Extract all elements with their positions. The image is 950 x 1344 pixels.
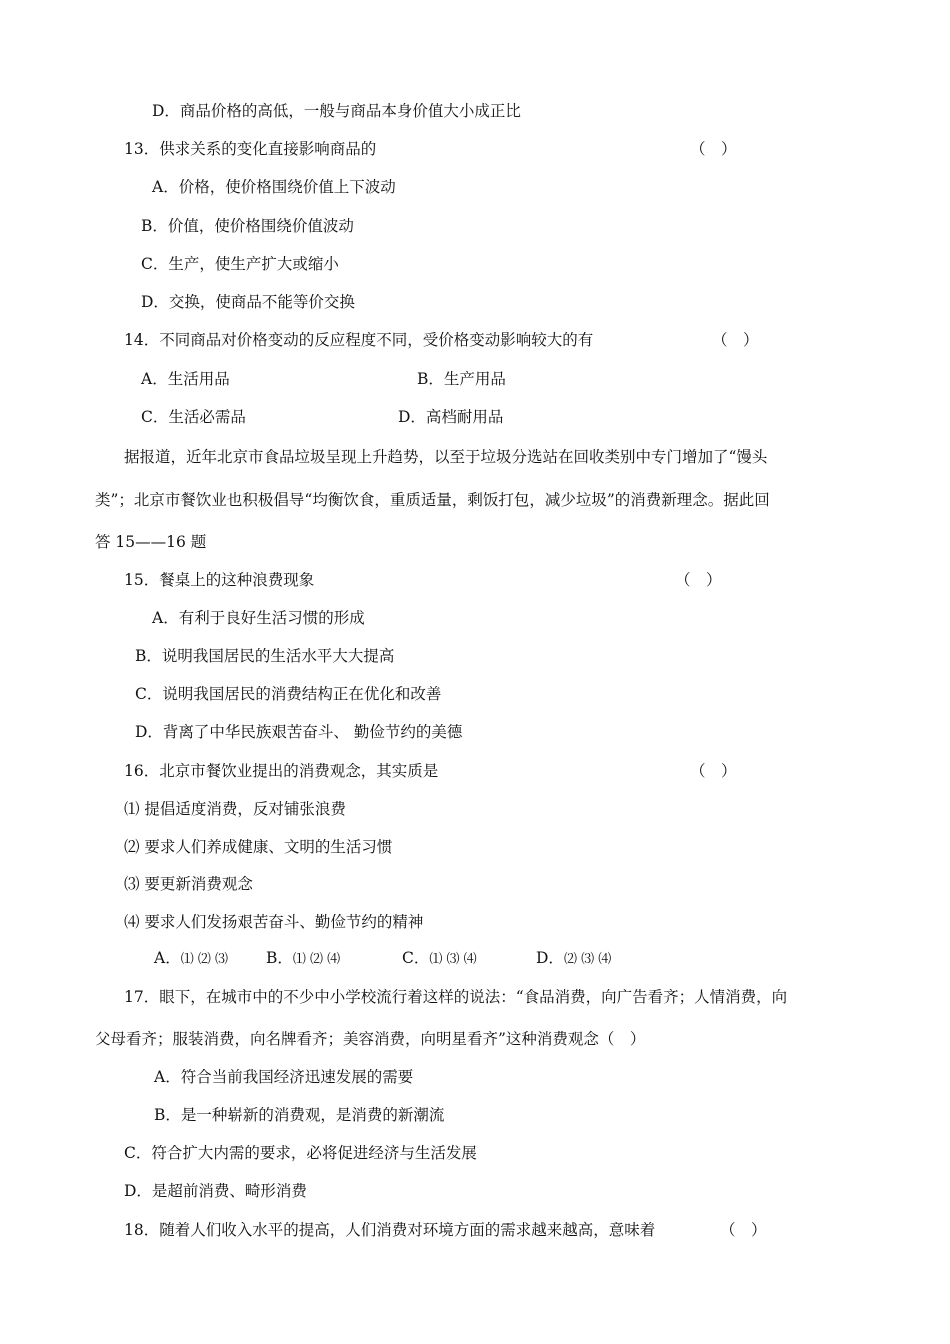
q16-option-a-label: A． xyxy=(154,949,181,967)
q16-stem: 16．北京市餐饮业提出的消费观念，其实质是 xyxy=(124,762,439,780)
material-line-1: 据报道，近年北京市食品垃圾呈现上升趋势，以至于垃圾分选站在回收类别中专门增加了“馒头 xyxy=(124,448,768,466)
q16-item-3: ⑶ 要更新消费观念 xyxy=(124,875,253,893)
q13-option-b: B．价值，使价格围绕价值波动 xyxy=(141,217,354,235)
q16-option-c-value: ⑴ ⑶ ⑷ xyxy=(429,952,477,967)
q15-stem: 15．餐桌上的这种浪费现象 xyxy=(124,571,315,589)
q14-option-d: D．高档耐用品 xyxy=(398,408,504,426)
q15-option-a: A．有利于良好生活习惯的形成 xyxy=(152,609,365,627)
q13-option-a: A．价格，使价格围绕价值上下波动 xyxy=(152,178,396,196)
q14-option-b: B．生产用品 xyxy=(417,370,506,388)
q16-item-1: ⑴ 提倡适度消费，反对铺张浪费 xyxy=(124,800,346,818)
q15-answer-bracket: （ ） xyxy=(675,571,722,589)
q12-option-d: D．商品价格的高低，一般与商品本身价值大小成正比 xyxy=(152,102,521,120)
q17-stem-line-2: 父母看齐；服装消费，向名牌看齐；美容消费，向明星看齐”这种消费观念（ ） xyxy=(95,1030,646,1048)
q15-option-c: C．说明我国居民的消费结构正在优化和改善 xyxy=(135,685,442,703)
q16-option-a xyxy=(154,947,228,971)
q16-option-c xyxy=(402,947,477,971)
q17-option-c: C．符合扩大内需的要求，必将促进经济与生活发展 xyxy=(124,1144,477,1162)
q17-option-a: A．符合当前我国经济迅速发展的需要 xyxy=(154,1068,414,1086)
q15-option-b: B．说明我国居民的生活水平大大提高 xyxy=(135,647,395,665)
q15-option-d: D．背离了中华民族艰苦奋斗、 勤俭节约的美德 xyxy=(135,723,463,741)
q16-option-b-value: ⑴ ⑵ ⑷ xyxy=(292,952,341,967)
q16-option-d-value: ⑵ ⑶ ⑷ xyxy=(563,952,612,967)
q16-item-4: ⑷ 要求人们发扬艰苦奋斗、勤俭节约的精神 xyxy=(124,913,424,931)
q16-option-d-label: D． xyxy=(536,949,564,967)
q14-option-a: A．生活用品 xyxy=(141,370,230,388)
q17-option-b: B．是一种崭新的消费观，是消费的新潮流 xyxy=(154,1106,445,1124)
q13-answer-bracket: （ ） xyxy=(690,140,737,158)
q14-answer-bracket: （ ） xyxy=(712,331,759,349)
q14-stem: 14．不同商品对价格变动的反应程度不同，受价格变动影响较大的有 xyxy=(124,331,594,349)
q13-option-d: D．交换，使商品不能等价交换 xyxy=(141,293,355,311)
material-line-2: 类”；北京市餐饮业也积极倡导“均衡饮食，重质适量，剩饭打包，减少垃圾”的消费新理念。据此回 xyxy=(95,491,770,509)
q16-item-2: ⑵ 要求人们养成健康、文明的生活习惯 xyxy=(124,838,393,856)
q14-option-c: C．生活必需品 xyxy=(141,408,246,426)
q17-stem-line-1: 17．眼下，在城市中的不少中小学校流行着这样的说法：“食品消费，向广告看齐；人情消费，向 xyxy=(124,988,788,1006)
q16-option-c-label: C． xyxy=(402,949,430,967)
q13-option-c: C．生产，使生产扩大或缩小 xyxy=(141,255,339,273)
q18-stem: 18．随着人们收入水平的提高，人们消费对环境方面的需求越来越高，意味着 xyxy=(124,1221,656,1239)
q16-option-a-value: ⑴ ⑵ ⑶ xyxy=(180,952,228,967)
q18-answer-bracket: （ ） xyxy=(720,1221,767,1239)
q16-option-b-label: B． xyxy=(266,949,293,967)
material-line-3: 答 15——16 题 xyxy=(95,533,207,551)
q16-answer-bracket: （ ） xyxy=(690,762,737,780)
q16-option-b xyxy=(266,947,340,971)
q16-option-d xyxy=(536,947,611,971)
q13-stem: 13．供求关系的变化直接影响商品的 xyxy=(124,140,377,158)
q17-option-d: D．是超前消费、畸形消费 xyxy=(124,1182,307,1200)
